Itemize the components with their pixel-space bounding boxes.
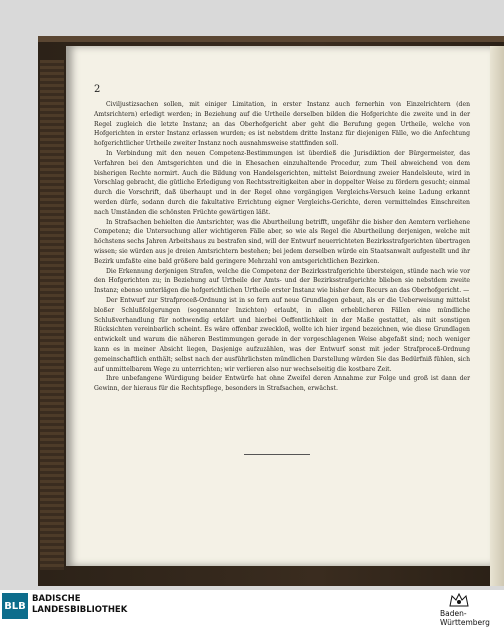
library-name-line1: BADISCHE [32, 594, 81, 604]
library-name[interactable] [32, 594, 127, 616]
page-body [94, 100, 470, 394]
paragraph: Civiljustizsachen sollen, mit einiger Limitation, in erster Instanz auch fernerhin von Einzelrichtern (den Amtsrichtern) erledigt werden; in Beziehung auf die Urtheile derselben bilden die Hofgerichte die zweite und in der Regel zugleich die letzte Instanz; an das Oberhofgericht aber geht die Berufung gegen Urtheile, welche von Hofgerichten in erster Instanz erlassen wurden; es ist nebstdem dritte Instanz für diejenigen Fälle, wo die Anfechtung hofgerichtlicher Urtheile zweiter Instanz noch ausnahmsweise stattfinden soll. [94, 101, 470, 148]
page-edge [490, 46, 504, 586]
blb-logo[interactable]: BLB [2, 593, 28, 619]
paragraph: Ihre unbefangene Würdigung beider Entwürfe hat ohne Zweifel deren Annahme zur Folge und groß ist dann der Gewinn, der hieraus für die Rechtspflege, besonders in Strafsachen, erwächst. [94, 375, 470, 393]
paragraph: In Verbindung mit den neuen Competenz-Bestimmungen ist überdieß die Jurisdiktion der Bürgermeister, das Verfahren bei den Amtsgerichten und die in Ehesachen einzuhaltende Procedur, zum Theil abweichend von dem bisherigen Rechte normirt. Auch die Bildung von Handelsgerichten, mittelst Beiordnung zweier Handelsleute, wird in Vorschlag gebracht, die gütliche Erledigung von Rechtsstreitigkeiten aber in doppelter Weise zu fördern gesucht; einmal durch die Vorschrift, daß überhaupt und in der Regel ohne vorgängigen Vergleichs-Versuch keine Ladung erkannt werden dürfe, sodann durch die fakultative Errichtung eigner Vergleichs-Gerichte, deren vermittelndes Einschreiten nach Umständen die schönsten Früchte gewärtigen läßt. [94, 149, 470, 216]
section-divider [244, 454, 310, 455]
paragraph: Der Entwurf zur Strafproceß-Ordnung ist in so fern auf neue Grundlagen gebaut, als er die Ueberweisung mittelst bloßer Schlußfolgerungen (sogenannter Inzichten) erlaubt, in allen erheblicheren Fällen eine mündliche Schlußverhandlung für nothwendig erklärt und hierbei Oeffentlichkeit in der Maße gestattet, als mit sonstigen Rücksichten vereinbarlich scheint. Es wäre offenbar zweckloß, wollte ich hier irgend bezeichnen, wie diese Grundlagen entwickelt und warum die näheren Bestimmungen gerade in der vorgeschlagenen Weise abgefaßt sind; noch weniger kann es in meiner Absicht liegen, Dasjenige aufzuzählen, was der Entwurf sonst mit jeder Strafproceß-Ordnung gemeinschaftlich enthält; selbst nach der ausführlichsten mündlichen Darstellung würden Sie das Bedürfniß fühlen, sich auf unmittelbarem Wege zu unterrichten; wir verlieren also nur wechselseitig die kostbare Zeit. [94, 296, 470, 373]
paragraph: Die Erkennung derjenigen Strafen, welche die Competenz der Bezirksstrafgerichte übersteigen, stünde nach wie vor den Hofgerichten zu; in Beziehung auf Urtheile der Amts- und der Bezirksstrafgerichte blieben sie nebstdem zweite Instanz; ebenso unterlägen die hofgerichtlichen Urtheile erster Instanz wie bisher dem Recurs an das Oberhofgericht. — [94, 267, 470, 295]
paragraph: In Strafsachen behielten die Amtsrichter, was die Aburtheilung betrifft, ungefähr die bisher den Aemtern verliehene Competenz; die Untersuchung aller wichtigeren Fälle aber, so wie als Regel die Aburtheilung derjenigen, welche mit höchstens sechs Jahren Arbeitshaus zu bestrafen sind, will der Entwurf neuerrichteten Bezirksstrafgerichten übertragen wissen; sie würden aus je dreien Amtsrichtern bestehen; bei jedem derselben würde ein Staatsanwalt aufgestellt und ihr Bezirk umfaßte eine bald größere bald geringere Mehrzahl von amtsgerichtlichen Bezirken. [94, 218, 470, 265]
library-name-line2: LANDESBIBLIOTHEK [32, 605, 128, 615]
cover-edge [38, 36, 504, 42]
page-number: 2 [94, 84, 101, 95]
crest-icon [448, 592, 470, 608]
partner-name[interactable]: Baden-Württemberg [440, 609, 490, 627]
binding-stripe [40, 60, 64, 570]
